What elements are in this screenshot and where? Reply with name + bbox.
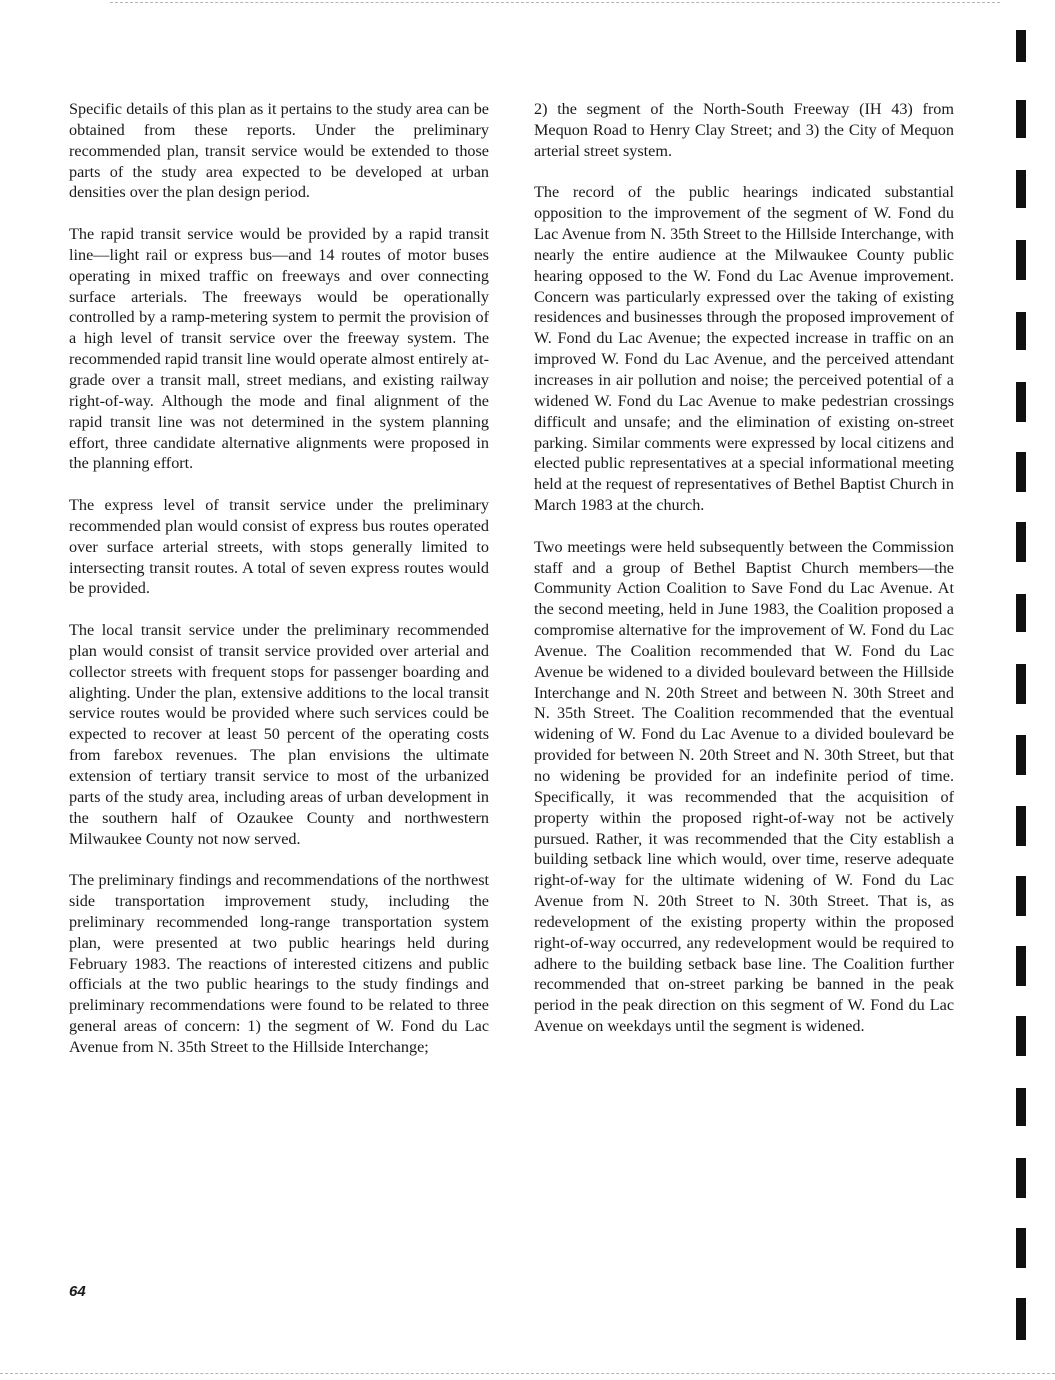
scan-mark (1016, 735, 1026, 775)
paragraph: The record of the public hearings indicated substantial opposition to the improvement of the segment of W. Fond du Lac Avenue from N. 35th Street to the Hillside Interchange, with nearly the entire audience at the Milwaukee County public hearing opposed to the W. Fond du Lac Avenue improvement. Concern was particularly expressed over the taking of existing residences and businesses through the proposed improvement of W. Fond du Lac Avenue; the expected increase in traffic on an improved W. Fond du Lac Avenue, and the perceived attendant increases in air pollution and noise; the perceived potential of a widened W. Fond du Lac Avenue to make pedestrian crossings difficult and unsafe; and the elimination of existing on-street parking. Similar comments were expressed by local citizens and elected public representatives at a special informational meeting held at the request of representatives of Bethel Baptist Church in March 1983 at the church. (534, 183, 954, 515)
paragraph: Specific details of this plan as it pertains to the study area can be obtained from these reports. Under the preliminary recommended plan, transit service would be extended to those parts of the study area expected to be developed at urban densities over the plan design period. (69, 100, 489, 202)
scan-mark (1016, 100, 1026, 138)
paragraph: The preliminary findings and recommendations of the northwest side transportation improvement study, including the preliminary recommended long-range transportation system plan, were presented at two public hearings held during February 1983. The reactions of interested citizens and public officials at the two public hearings to the study findings and preliminary recommendations were found to be related to three general areas of concern: 1) the segment of W. Fond du Lac Avenue from N. 35th Street to the Hillside Interchange; (69, 871, 489, 1056)
scan-mark (1016, 946, 1026, 986)
scan-mark (1016, 240, 1026, 280)
scan-mark (1016, 1158, 1026, 1198)
scan-mark (1016, 1228, 1026, 1268)
scan-mark (1016, 382, 1026, 422)
scan-mark (1016, 1298, 1026, 1340)
paragraph: Two meetings were held subsequently between the Commission staff and a group of Bethel Baptist Church members—the Community Action Coalition to Save Fond du Lac Avenue. At the second meeting, held in June 1983, the Coalition proposed a compromise alternative for the improvement of W. Fond du Lac Avenue. The Coalition recommended that W. Fond du Lac Avenue be widened to a divided boulevard between the Hillside Interchange and N. 20th Street and between N. 30th Street and N. 35th Street. The Coalition recommended that the eventual widening of W. Fond du Lac Avenue to a divided boulevard be provided for between N. 20th Street and N. 30th Street, but that no widening be provided for an indefinite period of time. Specifically, it was recommended that the acquisition of property within the proposed right-of-way not be actively pursued. Rather, it was recommended that the City establish a building setback line which would, over time, reserve adequate right-of-way for the ultimate widening of W. Fond du Lac Avenue from N. 20th Street to N. 30th Street. That is, as redevelopment of the existing property within the proposed right-of-way occurred, any redevelopment would be required to adhere to the building setback base line. The Coalition further recommended that on-street parking be banned in the peak period in the peak direction on this segment of W. Fond du Lac Avenue on weekdays until the segment is widened. (534, 537, 954, 1036)
scan-mark (1016, 664, 1026, 704)
scan-mark (1016, 876, 1026, 916)
scan-mark (1016, 1088, 1026, 1126)
scan-mark (1016, 594, 1026, 632)
paragraph: The rapid transit service would be provided by a rapid transit line—light rail or express bus—and 14 routes of motor buses operating in mixed traffic on freeways and over connecting surface arterials. The freeways would be operationally controlled by a ramp-metering system to permit the provision of a high level of transit service over the freeway system. The recommended rapid transit line would operate almost entirely at-grade over a transit mall, street medians, and existing railway right-of-way. Although the mode and final alignment of the rapid transit line was not determined in the system planning effort, three candidate alternative alignments were proposed in the planning effort. (69, 225, 489, 473)
scan-mark (1016, 1016, 1026, 1056)
right-text-column (534, 99, 954, 1058)
scan-mark (1016, 452, 1026, 492)
page-number: 64 (69, 1283, 86, 1300)
scan-mark (1016, 30, 1026, 62)
scan-bottom-edge (0, 1373, 1055, 1374)
scan-mark (1016, 312, 1026, 350)
scan-edge-marks (1016, 0, 1036, 1380)
scan-top-edge (110, 2, 1000, 3)
paragraph: The local transit service under the preliminary recommended plan would consist of transit service provided over arterial and collector streets with frequent stops for passenger boarding and alighting. Under the plan, extensive additions to the local transit service routes would be provided where such services could be expected to recover at least 50 percent of the operating costs from farebox revenues. The plan envisions the ultimate extension of tertiary transit service to most of the urbanized parts of the study area, including areas of urban development in the southern half of Ozaukee County and northwestern Milwaukee County not now served. (69, 621, 489, 848)
scan-mark (1016, 522, 1026, 562)
paragraph: The express level of transit service under the preliminary recommended plan would consist of express bus routes operated over surface arterial streets, with stops generally limited to intersecting transit routes. A total of seven express routes would be provided. (69, 496, 489, 598)
scan-mark (1016, 806, 1026, 846)
scan-mark (1016, 170, 1026, 208)
paragraph: 2) the segment of the North-South Freeway (IH 43) from Mequon Road to Henry Clay Street; and 3) the City of Mequon arterial street system. (534, 100, 954, 160)
left-text-column (69, 99, 489, 1079)
